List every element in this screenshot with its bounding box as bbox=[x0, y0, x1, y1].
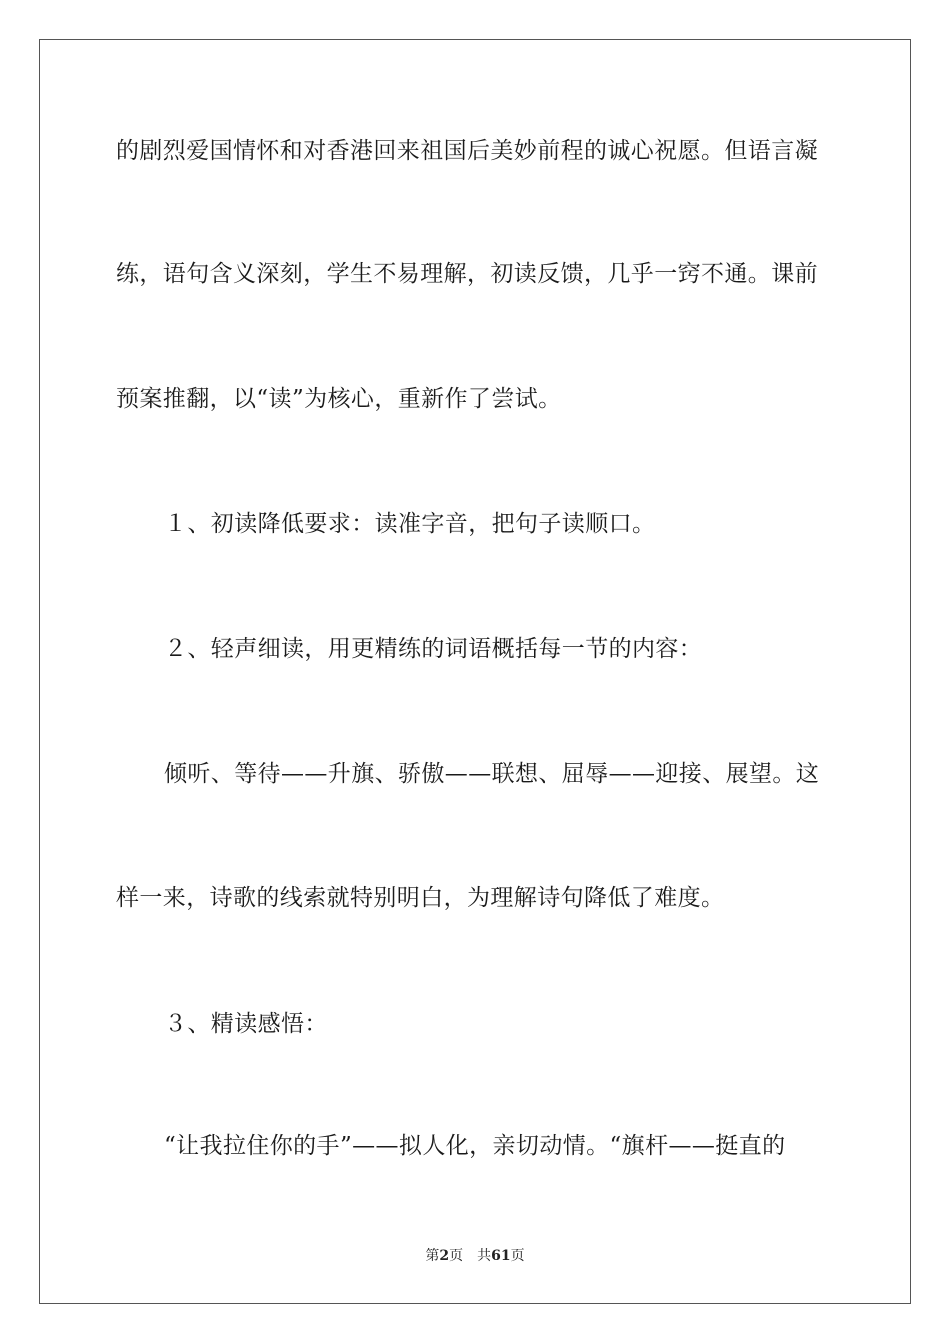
text-line-6: 倾听、等待——升旗、骄傲——联想、屈辱——迎接、展望。这 bbox=[164, 761, 820, 787]
text-line-3: 预案推翻，以“读”为核心，重新作了尝试。 bbox=[116, 386, 562, 412]
page-number-label: 第2页 bbox=[425, 1248, 464, 1264]
page-footer bbox=[0, 1245, 950, 1265]
total-pages-label: 共61页 bbox=[477, 1248, 525, 1264]
list-item-3: ３、精读感悟： bbox=[164, 1011, 328, 1037]
list-item-1: １、初读降低要求：读准字音，把句子读顺口。 bbox=[164, 511, 656, 537]
text-line-2: 练，语句含义深刻，学生不易理解，初读反馈，几乎一窍不通。课前 bbox=[116, 261, 818, 287]
list-item-2: ２、轻声细读，用更精练的词语概括每一节的内容： bbox=[164, 636, 703, 662]
text-line-9: “让我拉住你的手”——拟人化，亲切动情。“旗杆——挺直的 bbox=[164, 1133, 786, 1159]
page-border bbox=[39, 39, 911, 1304]
text-line-7: 样一来，诗歌的线索就特别明白，为理解诗句降低了难度。 bbox=[116, 885, 725, 911]
text-line-1: 的剧烈爱国情怀和对香港回来祖国后美妙前程的诚心祝愿。但语言凝 bbox=[116, 138, 818, 164]
